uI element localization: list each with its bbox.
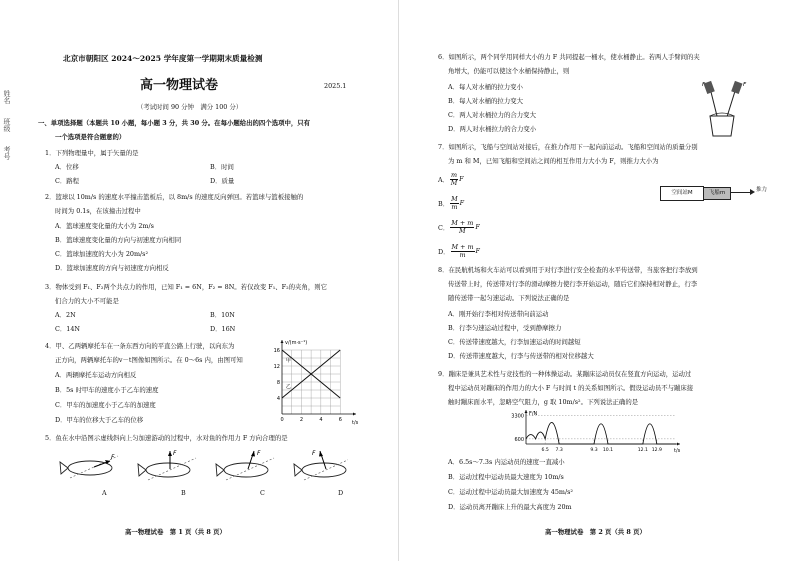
y-axis-label: F/N [529, 411, 538, 417]
option-label: A． [438, 175, 450, 184]
fish-body [146, 463, 190, 477]
figure-label: C [260, 489, 265, 497]
station-box: 空间站M [660, 186, 704, 201]
figure-label: A [102, 489, 107, 497]
denominator: M [459, 226, 466, 235]
option-suffix: F [475, 247, 480, 255]
binding-mark: 班级 [3, 118, 11, 132]
y-tick-label: 16 [273, 348, 280, 354]
option: C．两人对水桶拉力的合力变大 [448, 111, 536, 119]
option: A．两辆摩托车运动方向相反 [55, 371, 137, 379]
fish-figures [58, 448, 348, 486]
x-tick-label: 10.1 [602, 448, 614, 453]
force-label: F [312, 450, 316, 457]
fraction [450, 196, 459, 211]
question-stem-cont: 角增大，仍能可以使这个水桶保持静止，则 [448, 67, 570, 75]
question-stem-cont: 们合力的大小不可能是 [55, 297, 119, 305]
option: D．甲车的位移大于乙车的位移 [55, 416, 144, 424]
numerator: M + m [451, 218, 474, 227]
section-heading: 一、单项选择题（本题共 10 小题，每小题 3 分，共 30 分。在每小题给出的四个选项中，只有 [38, 119, 311, 127]
option: C．14N [55, 325, 81, 333]
vt-chart [268, 336, 360, 426]
right-page [400, 0, 794, 561]
fish-a [60, 454, 118, 478]
fish-b [138, 450, 196, 480]
option: C．甲车的加速度小于乙车的加速度 [55, 401, 156, 409]
denominator: m [459, 250, 466, 259]
ft-chart [508, 408, 686, 454]
x-axis-arrow [353, 413, 356, 416]
question-stem-cont: 为 m 和 M，已知飞船和空间站之间的相互作用力大小为 F，则推力大小为 [448, 157, 659, 165]
option: B．时间 [210, 163, 234, 171]
force-label: F [743, 82, 747, 88]
arrow-head [168, 451, 172, 456]
bucket-figure [696, 80, 756, 138]
x-axis-label: t/s [352, 420, 359, 426]
x-tick-label: 6 [338, 417, 342, 423]
option: A．刚开始行李相对传送带向前运动 [448, 310, 549, 318]
option: B．行李匀速运动过程中，受到静摩擦力 [448, 324, 562, 332]
fraction-option [438, 242, 480, 260]
docking-figure [660, 186, 780, 200]
x-tick-label: 12.1 [637, 448, 648, 453]
numerator: m [451, 170, 458, 179]
option: C．运动过程中运动员最大加速度为 45m/s² [448, 488, 573, 496]
numerator: M [451, 194, 458, 203]
x-tick-label: 2 [299, 417, 304, 423]
option: A．每人对水桶的拉力变小 [448, 83, 523, 91]
y-axis-arrow [281, 340, 284, 343]
option: B．5s 时甲车的速度小于乙车的速度 [55, 386, 159, 394]
question-stem: 9．蹦床是兼具艺术性与竞技性的一种体操运动。某蹦床运动员仅在竖直方向运动，运动过 [438, 370, 692, 378]
question-stem: 5．鱼在水中沿图示虚线斜向上匀加速游动的过程中，水对鱼的作用力 F 方向合理的是 [45, 434, 288, 442]
option: A．6.5s～7.3s 内运动员的速度一直减小 [448, 458, 565, 466]
y-tick-label: 600 [514, 436, 524, 443]
fraction [450, 220, 474, 235]
x-axis-label: t/s [674, 448, 681, 454]
question-stem-cont: 程中运动员对蹦床的作用力的大小 F 与时间 t 的关系如图所示。假设运动员不与蹦床接 [448, 384, 694, 392]
x-tick-label: 12.9 [651, 448, 662, 453]
question-stem: 3．物体受到 F₁、F₂两个共点力的作用，已知 F₁ = 6N，F₂ = 8N。若仅改变 F₁、F₂的夹角，则它 [45, 283, 328, 291]
series-label: 乙 [285, 384, 291, 390]
x-tick-label: 9.3 [590, 448, 598, 453]
x-tick-label: 4 [319, 417, 323, 423]
fish-tail [216, 464, 224, 476]
question-stem: 2．篮球以 10m/s 的速度水平撞击篮板后，以 8m/s 的速度反向弹回。若篮球与篮板接触的 [45, 193, 304, 201]
option: B．运动过程中运动员最大速度为 10m/s [448, 473, 564, 481]
exam-date: 2025.1 [324, 82, 347, 90]
option: B．10N [210, 311, 235, 319]
arrow-head [251, 451, 255, 457]
denominator: m [451, 202, 458, 211]
y-axis-arrow [525, 410, 528, 413]
question-stem-cont: 随传送带一起匀速运动。下列说法正确的是 [448, 294, 570, 302]
option: C．篮球加速度的大小为 20m/s² [55, 250, 149, 258]
y-tick-label: 3300 [511, 413, 524, 420]
option: C．路程 [55, 177, 80, 185]
binding-mark: 姓名 [3, 90, 11, 104]
option: D．16N [210, 325, 236, 333]
option-suffix: F [475, 223, 480, 231]
page-footer: 高一物理试卷 第 2 页（共 8 页） [545, 528, 646, 536]
arrow-head [319, 451, 323, 457]
fraction-option [438, 170, 464, 188]
force-label: F [702, 82, 706, 88]
option-suffix: F [459, 199, 465, 207]
option: D．篮球加速度的方向与初速度方向相反 [55, 264, 169, 272]
option: B．每人对水桶的拉力变大 [448, 97, 523, 105]
page-title: 高一物理试卷 [140, 78, 219, 93]
question-stem-cont: 正方向，两辆摩托车的v－t图像如图所示。在 0～6s 内，由图可知 [55, 356, 243, 364]
question-stem: 8．在民航机场和火车站可以看到用于对行李进行安全检查的水平传送带，当旅客把行李放到 [438, 266, 698, 274]
fish-tail [60, 462, 68, 474]
section-heading-cont: 一个选项是符合题意的） [55, 133, 126, 141]
left-hand [704, 81, 715, 94]
binding-mark: 考号 [3, 146, 11, 160]
page-footer: 高一物理试卷 第 1 页（共 8 页） [125, 528, 226, 536]
force-label: F [111, 454, 115, 461]
question-stem-cont: 触时蹦床面水平，忽略空气阻力，g 取 10m/s²。下列说法正确的是 [448, 398, 639, 406]
option-suffix: F [459, 175, 464, 183]
question-stem-cont: 时间为 0.1s，在该撞击过程中 [55, 207, 141, 215]
exam-info: （考试时间 90 分钟 满分 100 分） [137, 103, 243, 111]
force-label: F [257, 450, 261, 457]
option: D．运动员离开蹦床上升的最大高度为 20m [448, 503, 572, 511]
option: D．质量 [210, 177, 235, 185]
question-stem: 7．如图所示，飞船与空间站对接后，在推力作用下一起向前运动。飞船和空间站的质量分别 [438, 143, 698, 151]
y-tick-label: 8 [276, 380, 280, 386]
fish-d [294, 450, 348, 480]
option: D．传送带速度越大，行李与传送带的相对位移越大 [448, 352, 594, 360]
fraction-option [438, 218, 480, 236]
question-stem-cont: 传送带上时，传送带对行李的滑动摩擦力使行李开始运动，随后它们保持相对静止，行李 [448, 280, 698, 288]
fraction [451, 244, 475, 259]
question-stem: 6．如图所示，两个同学用同样大小的力 F 共同提起一桶水，使水桶静止。若两人手臂间的夹 [438, 53, 700, 61]
option: D．两人对水桶拉力的合力变小 [448, 125, 537, 133]
fish-c [216, 450, 274, 480]
fish-tail [294, 464, 302, 476]
option: A．位移 [55, 163, 79, 171]
question-stem: 4．甲、乙两辆摩托车在一条东西方向的平直公路上行驶，以向东为 [45, 342, 235, 350]
fraction [450, 172, 458, 187]
question-stem: 1．下列物理量中，属于矢量的是 [45, 149, 139, 157]
force-curve [526, 422, 676, 444]
thrust-arrow [730, 192, 752, 193]
right-rope [726, 88, 736, 120]
bucket [710, 116, 734, 136]
force-label: F [173, 450, 177, 457]
fish-tail [138, 464, 146, 476]
series-label: 甲 [285, 358, 291, 364]
fish-body [224, 463, 268, 477]
denominator: M [450, 178, 458, 187]
fraction-option [438, 194, 464, 212]
numerator: M + m [451, 242, 474, 251]
option-label: D． [438, 247, 450, 256]
option: A．2N [55, 311, 76, 319]
option: C．传送带速度越大，行李加速运动的时间越短 [448, 338, 581, 346]
y-tick-label: 4 [276, 396, 280, 402]
exam-line: 北京市朝阳区 2024～2025 学年度第一学期期末质量检测 [63, 54, 263, 63]
ship-box: 飞船m [703, 187, 731, 200]
x-tick-label: 6.5 [541, 448, 549, 453]
option-label: B． [438, 199, 450, 208]
fish-body [302, 463, 346, 477]
x-axis-arrow [677, 443, 680, 446]
right-hand [731, 81, 742, 94]
thrust-label: 推力 [756, 187, 768, 193]
y-axis-label: v/(m·s⁻¹) [285, 340, 308, 346]
y-tick-label: 12 [273, 364, 280, 370]
option-label: C． [438, 223, 450, 232]
figure-label: D [338, 489, 344, 497]
x-tick-label: 7.3 [555, 448, 563, 453]
option: B．篮球速度变化量的方向与初速度方向相同 [55, 236, 182, 244]
figure-label: B [181, 489, 186, 497]
x-tick-label: 0 [280, 417, 284, 423]
option: A．篮球速度变化量的大小为 2m/s [55, 222, 154, 230]
thrust-arrow-head [750, 189, 755, 195]
